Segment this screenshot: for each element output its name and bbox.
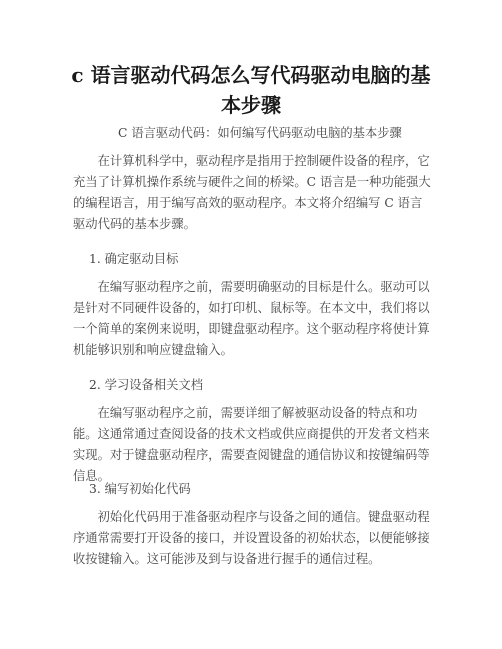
section-heading-1: 1. 确定驱动目标 — [89, 252, 179, 266]
section-heading-2: 2. 学习设备相关文档 — [89, 378, 204, 392]
document-title: c 语言驱动代码怎么写代码驱动电脑的基本步骤 — [71, 63, 431, 117]
section-heading-3: 3. 编写初始化代码 — [89, 482, 191, 496]
intro-paragraph: 在计算机科学中，驱动程序是指用于控制硬件设备的程序，它充当了计算机操作系统与硬件之间的桥梁。C 语言是一种功能强大的编程语言，用于编写高效的驱动程序。本文将介绍编写 C 语言驱动代码的基本步骤。 — [73, 154, 431, 231]
section-body-1: 在编写驱动程序之前，需要明确驱动的目标是什么。驱动可以是针对不同硬件设备的，如打印机、鼠标等。在本文中，我们将以一个简单的案例来说明，即键盘驱动程序。这个驱动程序将使计算机能够识别和响应键盘输入。 — [73, 280, 430, 357]
intro-line: C 语言驱动代码：如何编写代码驱动电脑的基本步骤 — [118, 126, 402, 140]
section-body-3: 初始化代码用于准备驱动程序与设备之间的通信。键盘驱动程序通常需要打开设备的接口，并设置设备的初始状态，以便能够接收按键输入。这可能涉及到与设备进行握手的通信过程。 — [73, 510, 430, 566]
section-body-2: 在编写驱动程序之前，需要详细了解被驱动设备的特点和功能。这通常通过查阅设备的技术文档或供应商提供的开发者文档来实现。对于键盘驱动程序，需要查阅键盘的通信协议和按键编码等信息。 — [73, 406, 430, 483]
